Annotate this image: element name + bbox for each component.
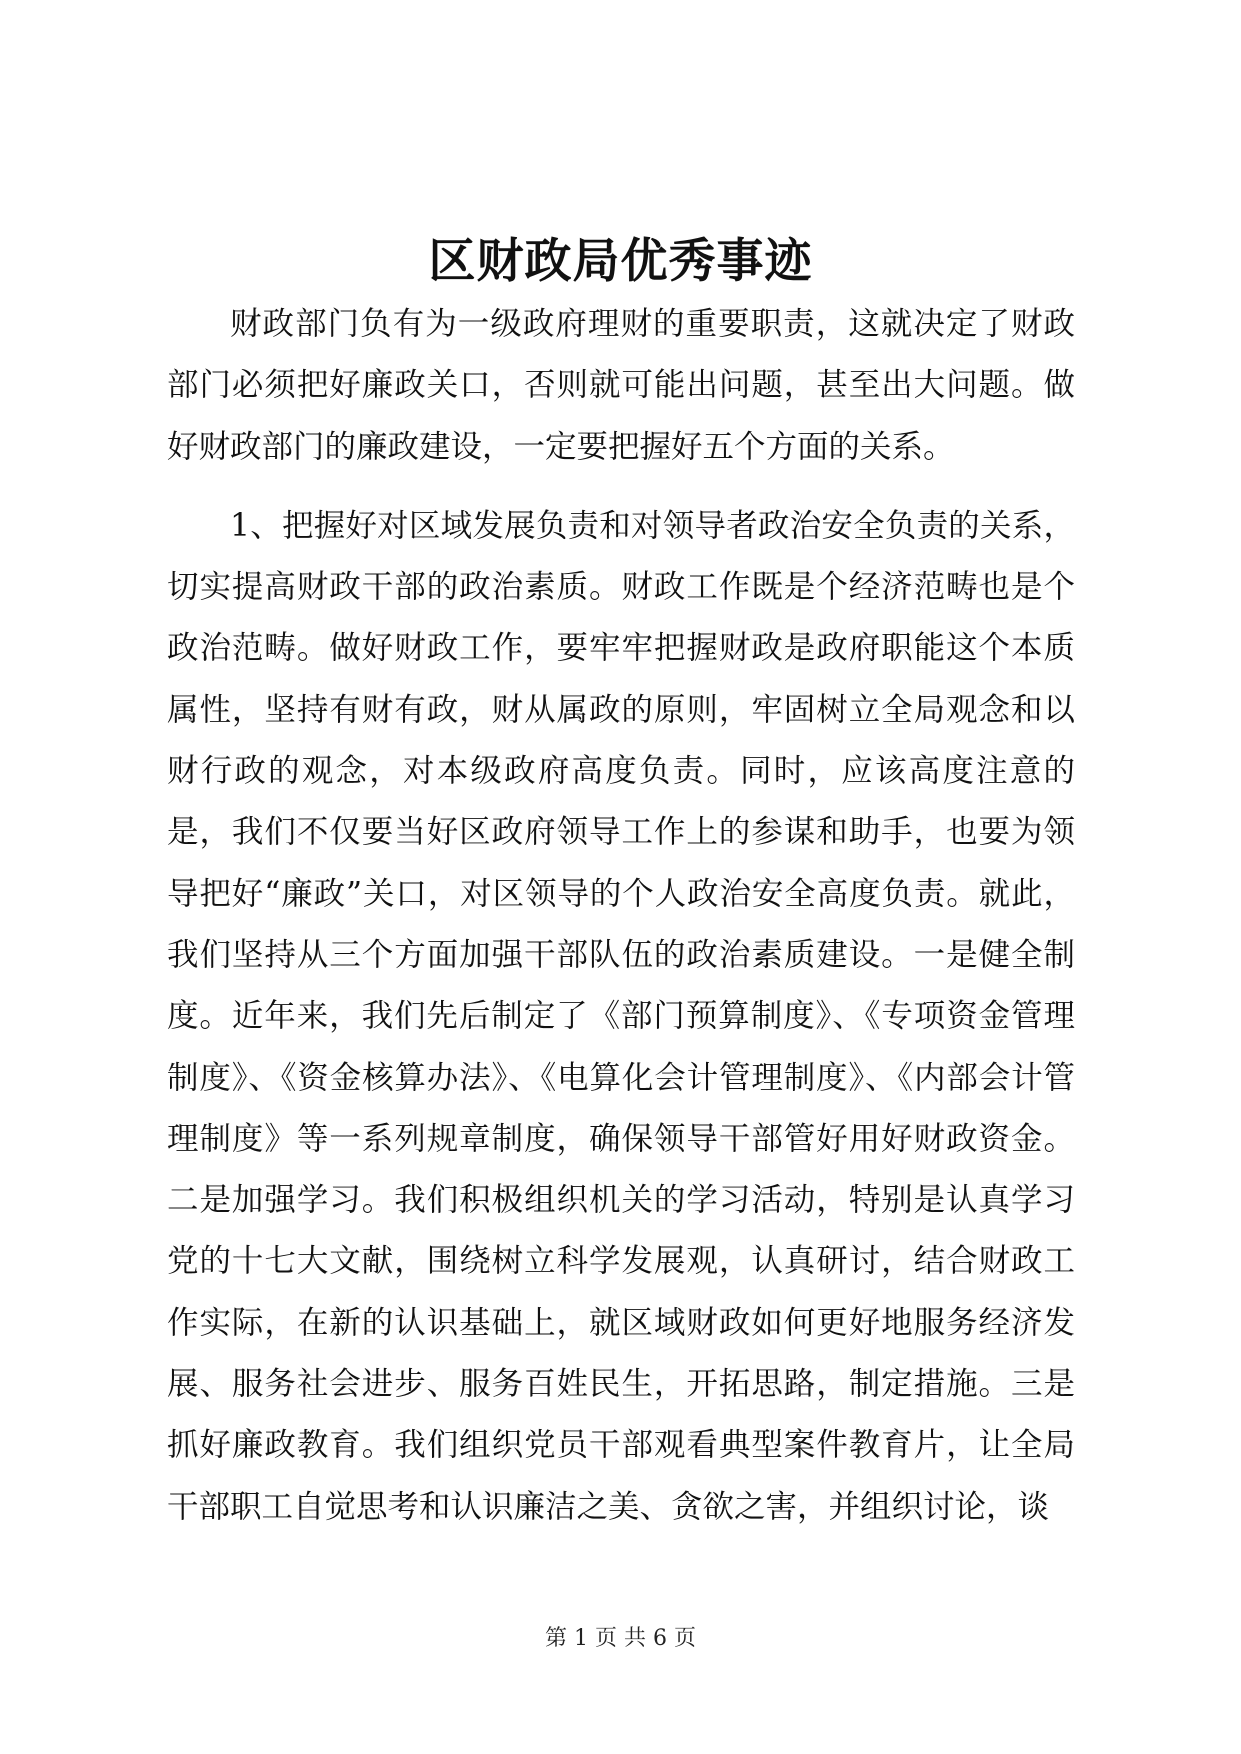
paragraph-section-1: 1、把握好对区域发展负责和对领导者政治安全负责的关系，切实提高财政干部的政治素质。财政工作既是个经济范畴也是个政治范畴。做好财政工作，要牢牢把握财政是政府职能这个本质属性，坚持有财有政，财从属政的原则，牢固树立全局观念和以财行政的观念，对本级政府高度负责。同时，应该高度注意的是，我们不仅要当好区政府领导工作上的参谋和助手，也要为领导把好“廉政”关口，对区领导的个人政治安全高度负责。就此，我们坚持从三个方面加强干部队伍的政治素质建设。一是健全制度。近年来，我们先后制定了《部门预算制度》、《专项资金管理制度》、《资金核算办法》、《电算化会计管理制度》、《内部会计管理制度》等一系列规章制度，确保领导干部管好用好财政资金。二是加强学习。我们积极组织机关的学习活动，特别是认真学习党的十七大文献，围绕树立科学发展观，认真研讨，结合财政工作实际，在新的认识基础上，就区域财政如何更好地服务经济发展、服务社会进步、服务百姓民生，开拓思路，制定措施。三是抓好廉政教育。我们组织党员干部观看典型案件教育片，让全局干部职工自觉思考和认识廉洁之美、贪欲之害，并组织讨论，谈 bbox=[167, 507, 1075, 1525]
paragraph-intro: 财政部门负有为一级政府理财的重要职责，这就决定了财政部门必须把好廉政关口，否则就可能出问题，甚至出大问题。做好财政部门的廉政建设，一定要把握好五个方面的关系。 bbox=[167, 306, 1075, 465]
page-number-footer: 第 1 页 共 6 页 bbox=[545, 1626, 696, 1651]
document-title: 区财政局优秀事迹 bbox=[428, 234, 813, 289]
document-body bbox=[167, 294, 1075, 1538]
